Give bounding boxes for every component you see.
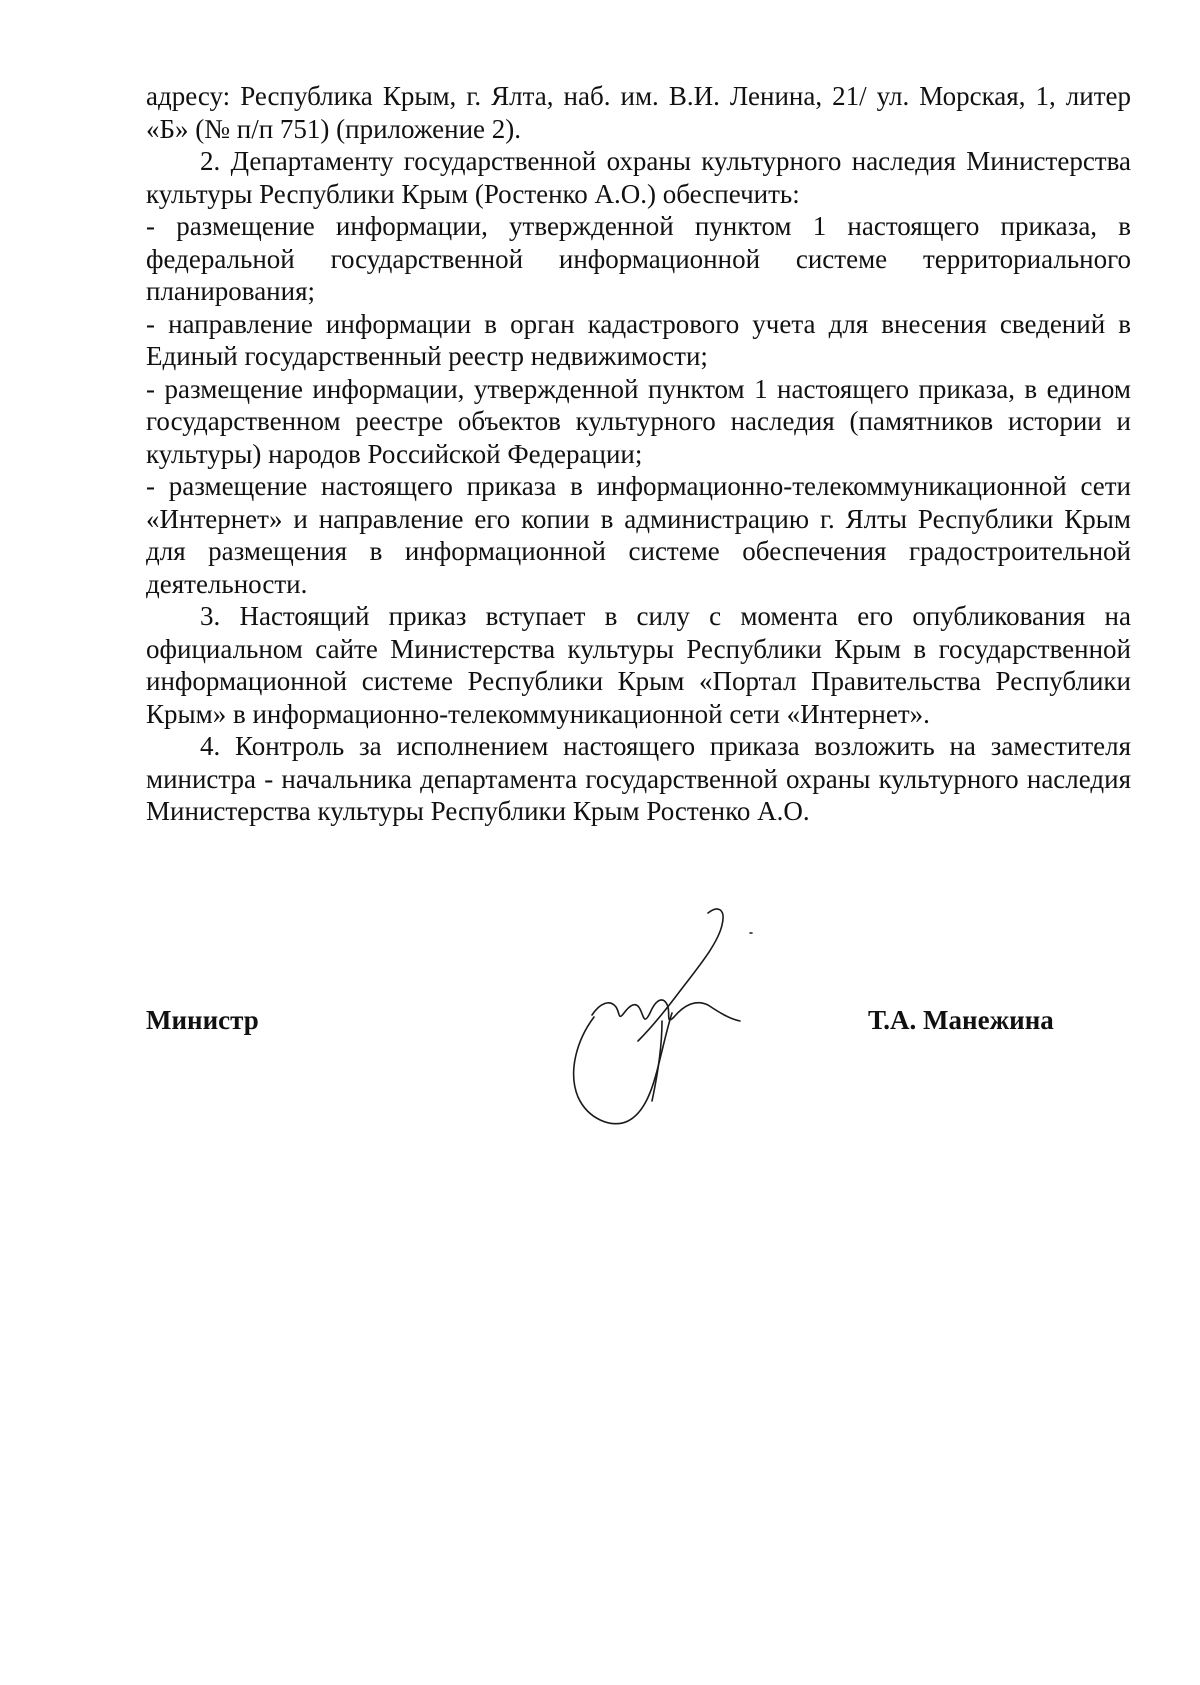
paragraph-bullet-4: - размещение настоящего приказа в информационно-телекоммуникационной сети «Интернет» и направление его копии в администрацию г. Ялты Республики Крым для размещения в информационной системе обеспечения градостроительной деятельности. <box>146 471 1131 599</box>
handwritten-signature <box>540 895 770 1135</box>
paragraph-item-4: 4. Контроль за исполнением настоящего приказа возложить на заместителя министра - начальника департамента государственной охраны культурного наследия Министерства культуры Республики Крым Ростенко А.О. <box>146 731 1131 826</box>
paragraph-bullet-3: - размещение информации, утвержденной пунктом 1 настоящего приказа, в едином государственном реестре объектов культурного наследия (памятников истории и культуры) народов Российской Федерации; <box>146 373 1131 469</box>
paragraph-bullet-2: - направление информации в орган кадастрового учета для внесения сведений в Единый государственный реестр недвижимости; <box>146 308 1131 371</box>
signatory-title: Министр <box>146 1005 259 1035</box>
paragraph-address: адресу: Республика Крым, г. Ялта, наб. им. В.И. Ленина, 21/ ул. Морская, 1, литер «Б» (№ п/п 751) (приложение 2). <box>146 81 1131 144</box>
paragraph-item-3: 3. Настоящий приказ вступает в силу с момента его опубликования на официальном сайте Министерства культуры Республики Крым в государственной информационной системе Республики Крым «Портал Правительства Республики Крым» в информационно-телекоммуникационной сети «Интернет». <box>146 601 1131 729</box>
signatory-name: Т.А. Манежина <box>868 1005 1054 1035</box>
paragraph-bullet-1: - размещение информации, утвержденной пунктом 1 настоящего приказа, в федеральной государственной информационной системе территориального планирования; <box>146 211 1131 306</box>
document-body <box>146 80 1131 828</box>
paragraph-item-2: 2. Департаменту государственной охраны культурного наследия Министерства культуры Республики Крым (Ростенко А.О.) обеспечить: <box>146 146 1131 209</box>
